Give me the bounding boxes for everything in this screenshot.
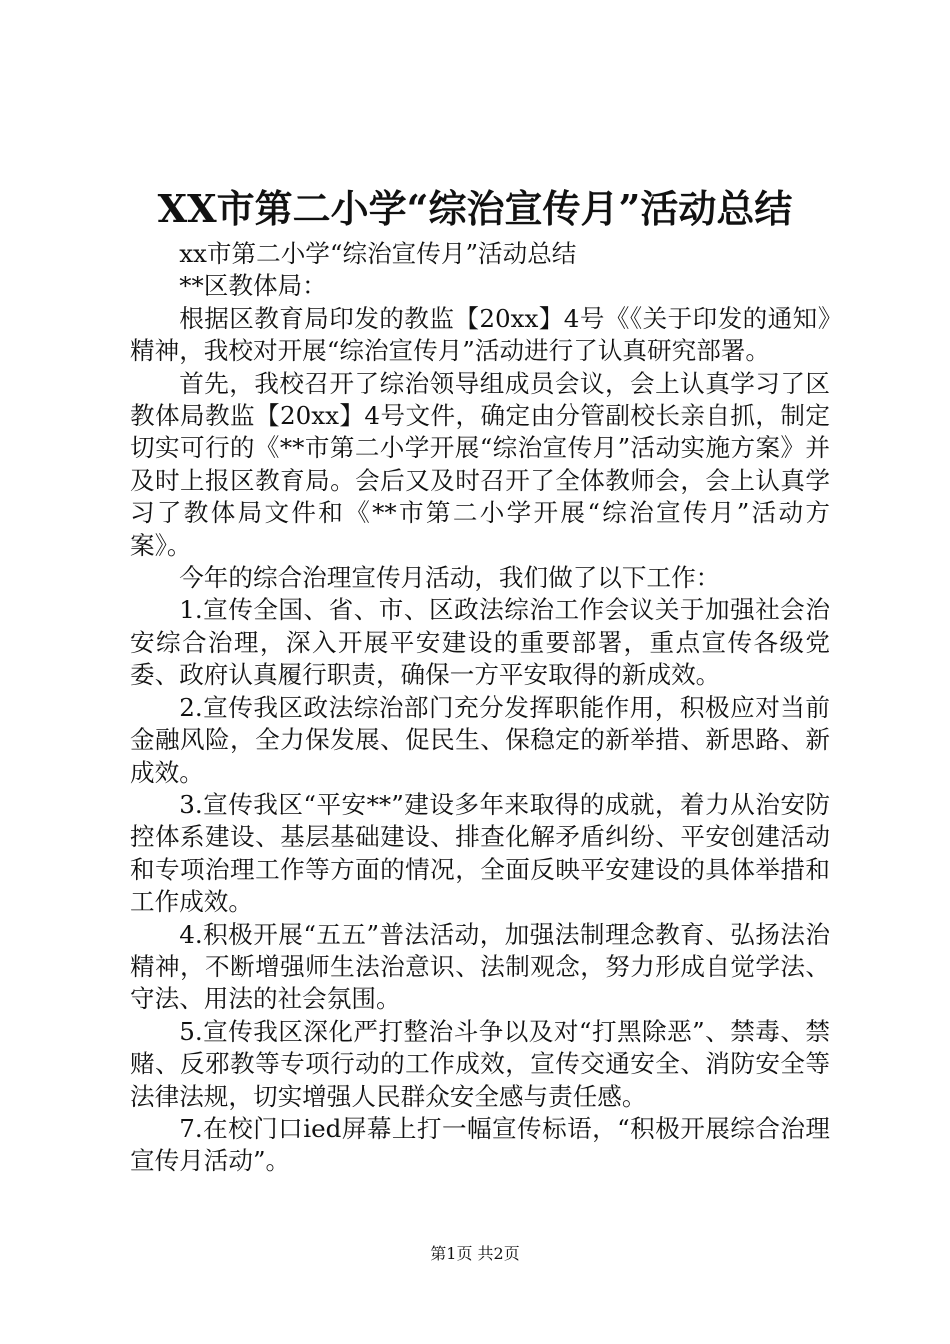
paragraph-subtitle: xx市第二小学“综治宣传月”活动总结 bbox=[179, 239, 577, 268]
list-item: 1.宣传全国、省、市、区政法综治工作会议关于加强社会治安综合治理，深入开展平安建设的重要部署，重点宣传各级党委、政府认真履行职责，确保一方平安取得的新成效。 bbox=[130, 595, 830, 690]
paragraph: 根据区教育局印发的教监【20xx】4号《《关于印发的通知》精神，我校对开展“综治宣传月”活动进行了认真研究部署。 bbox=[130, 303, 830, 366]
paragraph: 今年的综合治理宣传月活动，我们做了以下工作： bbox=[179, 563, 721, 593]
list-item: 4.积极开展“五五”普法活动，加强法制理念教育、弘扬法治精神，不断增强师生法治意识、法制观念，努力形成自觉学法、守法、用法的社会氛围。 bbox=[130, 919, 830, 1014]
paragraph: 首先，我校召开了综治领导组成员会议，会上认真学习了区教体局教监【20xx】4号文件，确定由分管副校长亲自抓，制定切实可行的《**市第二小学开展“综治宣传月”活动实施方案》并及时上报区教育局。会后又及时召开了全体教师会，会上认真学习了教体局文件和《**市第二小学开展“综治宣传月”活动方案》。 bbox=[130, 368, 830, 560]
paragraph-salutation: **区教体局： bbox=[179, 271, 327, 301]
document-body bbox=[130, 238, 830, 1178]
page-number: 第1页 共2页 bbox=[430, 1244, 520, 1263]
list-item: 7.在校门口ied屏幕上打一幅宣传标语，“积极开展综合治理宣传月活动”。 bbox=[130, 1113, 830, 1176]
list-item: 2.宣传我区政法综治部门充分发挥职能作用，积极应对当前金融风险，全力保发展、促民生、保稳定的新举措、新思路、新成效。 bbox=[130, 692, 830, 787]
list-item: 3.宣传我区“平安**”建设多年来取得的成就，着力从治安防控体系建设、基层基础建设、排查化解矛盾纠纷、平安创建活动和专项治理工作等方面的情况，全面反映平安建设的具体举措和工作成效。 bbox=[130, 789, 830, 917]
document-title: XX市第二小学“综治宣传月”活动总结 bbox=[157, 186, 793, 231]
list-item: 5.宣传我区深化严打整治斗争以及对“打黑除恶”、禁毒、禁赌、反邪教等专项行动的工作成效，宣传交通安全、消防安全等法律法规，切实增强人民群众安全感与责任感。 bbox=[130, 1016, 830, 1111]
